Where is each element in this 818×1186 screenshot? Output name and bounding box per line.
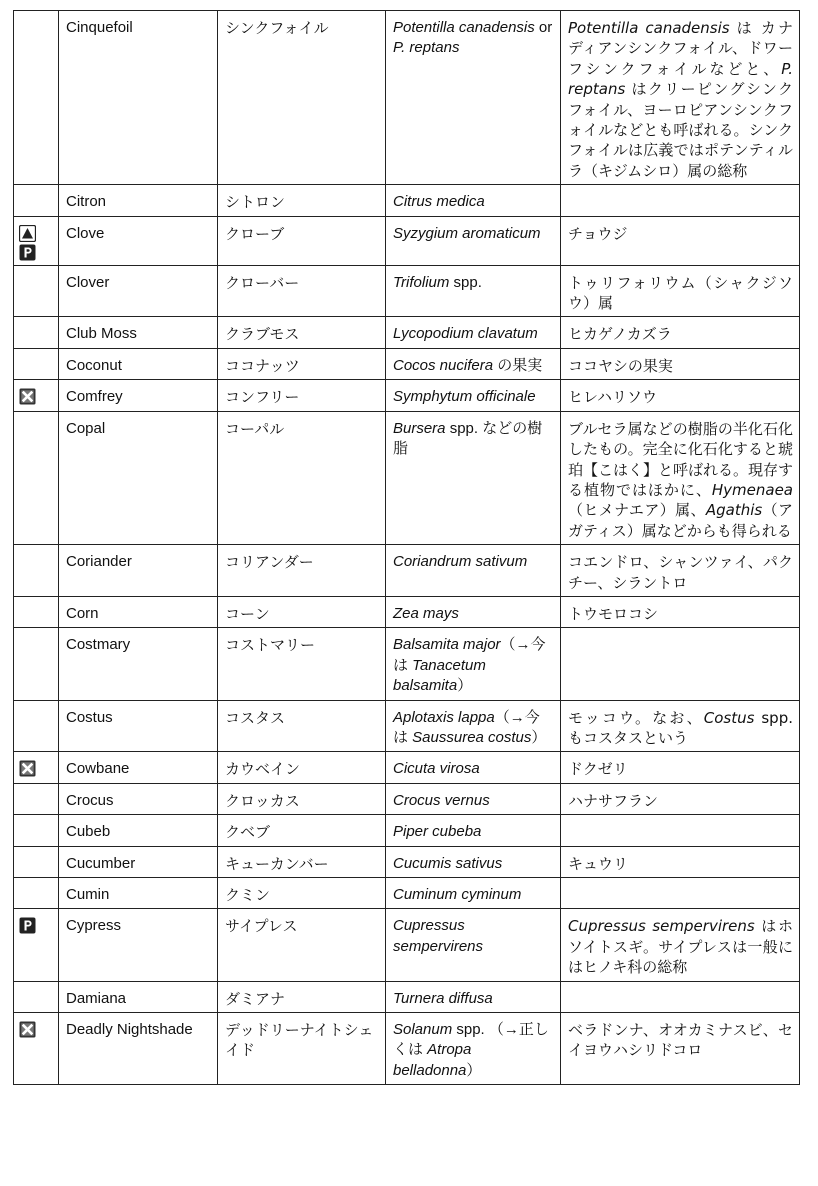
note xyxy=(561,628,800,700)
english-name: Costus xyxy=(59,700,218,752)
note-segment: トウモロコシ xyxy=(568,604,659,623)
note-segment: ブルセラ属などの樹脂の半化石化したもの。完全に化石化すると琥珀【こはく】と呼ばれる。現存する植物ではほかに、 xyxy=(568,419,794,499)
x-icon xyxy=(19,1021,58,1038)
latin-segment: Balsamita major xyxy=(393,636,501,654)
latin-segment: Crocus vernus xyxy=(393,791,490,809)
x-icon xyxy=(19,388,58,405)
note-segment: （ヒメナエア）属、 xyxy=(568,501,706,520)
table-row xyxy=(14,815,800,846)
latin-segment: Trifolium xyxy=(393,273,450,291)
table-row xyxy=(14,185,800,216)
latin-segment: Symphytum officinale xyxy=(393,388,536,406)
latin-name xyxy=(386,348,561,379)
latin-segment: Turnera diffusa xyxy=(393,989,493,1007)
note-segment: はクリーピングシンクフォイル、ヨーロピアンシンクフォイルなどとも呼ばれる。シンクフォイルは広義ではポテンティルラ（キジムシロ）属の総称 xyxy=(568,80,793,180)
latin-segment: spp. xyxy=(449,273,482,291)
latin-name xyxy=(386,185,561,216)
japanese-name: デッドリーナイトシェイド xyxy=(218,1013,386,1085)
latin-name xyxy=(386,700,561,752)
table-row xyxy=(14,752,800,783)
latin-segment: Saussurea costus xyxy=(412,728,532,746)
note-segment: ヒカゲノカズラ xyxy=(568,325,672,344)
japanese-name: ダミアナ xyxy=(218,981,386,1012)
latin-name xyxy=(386,380,561,411)
table-row xyxy=(14,878,800,909)
latin-name xyxy=(386,1013,561,1085)
icon-cell xyxy=(14,411,59,544)
note-segment: Hymenaea xyxy=(711,480,793,499)
icon-cell xyxy=(14,317,59,348)
english-name: Cubeb xyxy=(59,815,218,846)
note xyxy=(561,265,800,317)
japanese-name: コンフリー xyxy=(218,380,386,411)
table-row xyxy=(14,596,800,627)
latin-segment: Bursera xyxy=(393,419,446,437)
p-icon xyxy=(19,917,58,934)
icon-cell xyxy=(14,265,59,317)
icon-cell xyxy=(14,185,59,216)
latin-segment: Cuminum cyminum xyxy=(393,886,522,903)
note-segment: キュウリ xyxy=(568,854,629,873)
latin-name xyxy=(386,545,561,597)
english-name: Cypress xyxy=(59,909,218,981)
table-row xyxy=(14,265,800,317)
latin-segment: （→今は xyxy=(393,708,540,746)
note-segment: コエンドロ、シャンツァイ、パクチー、シラントロ xyxy=(568,553,793,592)
note-segment: ココヤシの果実 xyxy=(568,356,673,375)
x-icon xyxy=(19,760,58,777)
latin-segment: Tanacetum balsamita xyxy=(393,656,486,695)
latin-segment: Cocos nucifera xyxy=(393,356,494,374)
latin-name xyxy=(386,317,561,348)
note xyxy=(561,878,800,909)
table-row xyxy=(14,11,800,185)
english-name: Coconut xyxy=(59,348,218,379)
icon-cell xyxy=(14,909,59,981)
note xyxy=(561,216,800,265)
english-name: Citron xyxy=(59,185,218,216)
note-segment: ヒレハリソウ xyxy=(568,388,657,407)
english-name: Clover xyxy=(59,265,218,317)
latin-segment: Citrus medica xyxy=(393,193,485,211)
latin-name xyxy=(386,628,561,700)
latin-name xyxy=(386,846,561,877)
english-name: Cucumber xyxy=(59,846,218,877)
note-segment: は カナディアンシンクフォイル、ドワーフシンクフォイルなどと、 xyxy=(568,19,793,78)
japanese-name: クローバー xyxy=(218,265,386,317)
japanese-name: シンクフォイル xyxy=(218,11,386,185)
note xyxy=(561,846,800,877)
japanese-name: クミン xyxy=(218,878,386,909)
table-row xyxy=(14,700,800,752)
japanese-name: クベブ xyxy=(218,815,386,846)
latin-name xyxy=(386,596,561,627)
japanese-name: クラブモス xyxy=(218,317,386,348)
latin-segment: or xyxy=(534,19,553,36)
note xyxy=(561,783,800,814)
table-row xyxy=(14,216,800,265)
note-segment: モッコウ。なお、 xyxy=(568,708,704,727)
icon-cell xyxy=(14,752,59,783)
english-name: Cumin xyxy=(59,878,218,909)
latin-segment: ） xyxy=(466,1061,482,1079)
latin-segment: spp. などの樹脂 xyxy=(393,419,543,458)
icon-cell xyxy=(14,1013,59,1085)
note-segment: ドクゼリ xyxy=(568,760,628,779)
table-row xyxy=(14,380,800,411)
latin-segment: の果実 xyxy=(493,356,543,374)
icon-cell xyxy=(14,216,59,265)
latin-name xyxy=(386,783,561,814)
latin-segment: Syzygium aromaticum xyxy=(393,224,541,242)
japanese-name: カウベイン xyxy=(218,752,386,783)
icon-cell xyxy=(14,815,59,846)
note-segment: （アガティス）属などからも得られる xyxy=(568,501,793,540)
note-segment: トゥリフォリウム（シャクジソウ）属 xyxy=(568,273,793,313)
latin-segment: ） xyxy=(457,677,473,695)
english-name: Clove xyxy=(59,216,218,265)
icon-cell xyxy=(14,380,59,411)
note-segment: spp. もコスタスという xyxy=(568,708,793,747)
note-segment: はホソイトスギ。サイプレスは一般にはヒノキ科の総称 xyxy=(568,917,793,977)
note xyxy=(561,752,800,783)
note xyxy=(561,596,800,627)
icon-cell xyxy=(14,846,59,877)
icon-cell xyxy=(14,545,59,597)
table-row xyxy=(14,981,800,1012)
note xyxy=(561,909,800,981)
icon-cell xyxy=(14,348,59,379)
latin-segment: Coriandrum sativum xyxy=(393,553,528,571)
latin-segment: ） xyxy=(531,728,547,746)
herb-table-body xyxy=(14,11,800,1085)
herb-table xyxy=(13,10,800,1085)
japanese-name: クローブ xyxy=(218,216,386,265)
japanese-name: コストマリー xyxy=(218,628,386,700)
english-name: Cowbane xyxy=(59,752,218,783)
japanese-name: コリアンダー xyxy=(218,545,386,597)
note xyxy=(561,815,800,846)
note-segment: Potentilla canadensis xyxy=(568,19,730,37)
table-row xyxy=(14,411,800,544)
latin-name xyxy=(386,265,561,317)
note-segment: Costus xyxy=(703,708,755,727)
note xyxy=(561,380,800,411)
japanese-name: コスタス xyxy=(218,700,386,752)
english-name: Coriander xyxy=(59,545,218,597)
latin-segment: Aplotaxis lappa xyxy=(393,708,495,726)
note-segment: Agathis xyxy=(705,501,763,520)
english-name: Damiana xyxy=(59,981,218,1012)
english-name: Corn xyxy=(59,596,218,627)
latin-segment: （→今は xyxy=(393,636,546,674)
table-row xyxy=(14,846,800,877)
note xyxy=(561,700,800,752)
note xyxy=(561,185,800,216)
english-name: Crocus xyxy=(59,783,218,814)
note xyxy=(561,411,800,544)
table-row xyxy=(14,545,800,597)
latin-name xyxy=(386,752,561,783)
japanese-name: キューカンバー xyxy=(218,846,386,877)
warning-icon xyxy=(19,225,58,242)
latin-name xyxy=(386,909,561,981)
japanese-name: サイプレス xyxy=(218,909,386,981)
japanese-name: ココナッツ xyxy=(218,348,386,379)
note-segment: P. reptans xyxy=(568,59,793,99)
latin-segment: Cupressus sempervirens xyxy=(393,917,484,955)
japanese-name: クロッカス xyxy=(218,783,386,814)
latin-segment: Cicuta virosa xyxy=(393,760,480,778)
latin-segment: Zea mays xyxy=(393,604,459,622)
latin-name xyxy=(386,981,561,1012)
icon-cell xyxy=(14,981,59,1012)
icon-cell xyxy=(14,878,59,909)
note xyxy=(561,11,800,185)
note-segment: ベラドンナ、オオカミナスビ、セイヨウハシリドコロ xyxy=(568,1021,793,1060)
english-name: Copal xyxy=(59,411,218,544)
latin-name xyxy=(386,216,561,265)
english-name: Cinquefoil xyxy=(59,11,218,185)
english-name: Comfrey xyxy=(59,380,218,411)
latin-segment: spp. （→正しくは xyxy=(393,1021,549,1059)
latin-segment: Potentilla canadensis xyxy=(393,19,535,36)
note-segment: ハナサフラン xyxy=(568,791,659,810)
latin-name xyxy=(386,878,561,909)
note xyxy=(561,1013,800,1085)
english-name: Deadly Nightshade xyxy=(59,1013,218,1085)
latin-segment: Piper cubeba xyxy=(393,823,482,841)
table-row xyxy=(14,317,800,348)
latin-segment: Solanum xyxy=(393,1021,453,1039)
note xyxy=(561,317,800,348)
latin-name xyxy=(386,411,561,544)
latin-segment: Cucumis sativus xyxy=(393,854,503,872)
latin-segment: Atropa belladonna xyxy=(393,1041,472,1079)
table-row xyxy=(14,909,800,981)
table-row xyxy=(14,348,800,379)
note xyxy=(561,545,800,597)
table-row xyxy=(14,783,800,814)
latin-name xyxy=(386,11,561,185)
latin-name xyxy=(386,815,561,846)
latin-segment: P. reptans xyxy=(393,39,460,57)
english-name: Club Moss xyxy=(59,317,218,348)
icon-cell xyxy=(14,628,59,700)
latin-segment: Lycopodium clavatum xyxy=(393,325,538,343)
table-row xyxy=(14,1013,800,1085)
icon-cell xyxy=(14,11,59,185)
table-row xyxy=(14,628,800,700)
note xyxy=(561,981,800,1012)
english-name: Costmary xyxy=(59,628,218,700)
icon-cell xyxy=(14,596,59,627)
icon-cell xyxy=(14,783,59,814)
note-segment: Cupressus sempervirens xyxy=(568,917,755,936)
icon-cell xyxy=(14,700,59,752)
note-segment: チョウジ xyxy=(568,224,628,243)
note xyxy=(561,348,800,379)
p-icon xyxy=(19,244,58,261)
japanese-name: シトロン xyxy=(218,185,386,216)
japanese-name: コーパル xyxy=(218,411,386,544)
japanese-name: コーン xyxy=(218,596,386,627)
